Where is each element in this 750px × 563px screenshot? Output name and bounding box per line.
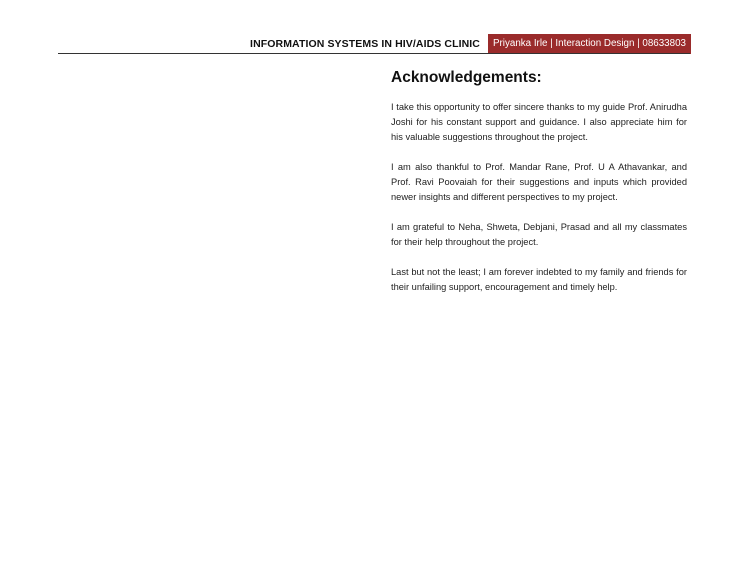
paragraph-guide-thanks: I take this opportunity to offer sincere thanks to my guide Prof. Anirudha Joshi for his constant support and guidance. I also appreciate him for his valuable suggestions throughout the project.	[391, 102, 687, 142]
author-tag: Priyanka Irle | Interaction Design | 08633803	[488, 34, 691, 54]
section-heading: Acknowledgements:	[391, 69, 542, 86]
paragraph-family-thanks: Last but not the least; I am forever indebted to my family and friends for their unfailing support, encouragement and timely help.	[391, 267, 687, 292]
page-header	[0, 0, 750, 60]
acknowledgements-section	[391, 68, 687, 310]
document-title: INFORMATION SYSTEMS IN HIV/AIDS CLINIC	[250, 38, 480, 50]
header-divider	[58, 53, 690, 54]
paragraph-classmates-thanks: I am grateful to Neha, Shweta, Debjani, Prasad and all my classmates for their help throughout the project.	[391, 222, 687, 247]
paragraph-professors-thanks: I am also thankful to Prof. Mandar Rane, Prof. U A Athavankar, and Prof. Ravi Poovaiah for their suggestions and inputs which provided newer insights and different perspectives to my project.	[391, 162, 687, 202]
